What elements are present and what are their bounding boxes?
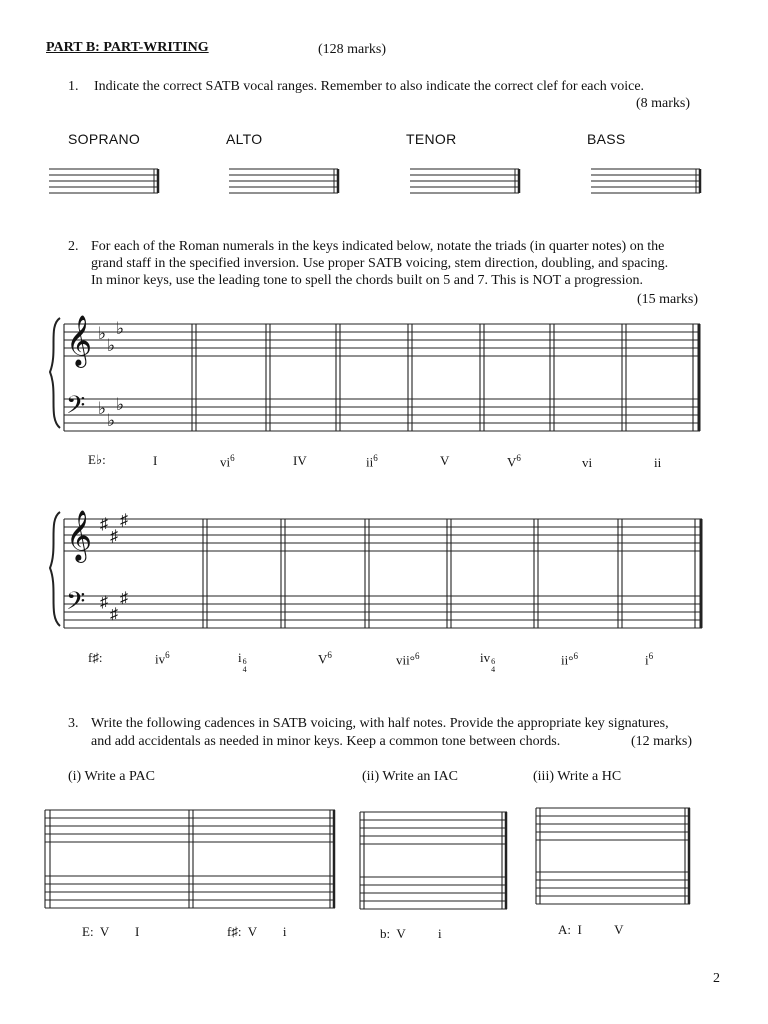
hc-chords: A: I V bbox=[558, 922, 624, 937]
sharp-icon: ♯ bbox=[110, 528, 118, 545]
chord-label: V bbox=[440, 453, 450, 468]
staff-iac bbox=[360, 812, 507, 909]
voice-label-alto: ALTO bbox=[226, 131, 263, 147]
chord-label: $ii^6$ bbox=[366, 453, 378, 470]
chord-label: $i^6$ bbox=[645, 651, 654, 668]
chord-label: i 6 4 bbox=[238, 650, 247, 674]
q2-line-2: grand staff in the specified inversion. Use proper SATB voicing, stem direction, doubling, and spacing. bbox=[91, 256, 669, 271]
q3-line-1: Write the following cadences in SATB voicing, with half notes. Provide the appropriate key signatures, bbox=[91, 716, 669, 731]
chord-label: ii bbox=[654, 455, 662, 470]
q2-line-3: In minor keys, use the leading tone to spell the chords built on 5 and 7. This is NOT a progression. bbox=[91, 273, 644, 288]
chord-label: IV bbox=[293, 453, 307, 468]
bass-clef-icon: 𝄢 bbox=[66, 588, 86, 621]
voice-label-tenor: TENOR bbox=[406, 131, 457, 147]
staff-hc bbox=[536, 808, 690, 904]
sharp-icon: ♯ bbox=[110, 606, 118, 623]
flat-icon: ♭ bbox=[116, 319, 125, 338]
sharp-icon: ♯ bbox=[120, 590, 128, 607]
chord-label: vi bbox=[582, 455, 593, 470]
pac-chords-fsharp: f♯: V i bbox=[227, 924, 287, 939]
flat-icon: ♭ bbox=[98, 324, 107, 343]
q2-marks: (15 marks) bbox=[636, 292, 698, 307]
part-title: PART B: PART-WRITING bbox=[46, 40, 209, 55]
q3-line-2: and add accidentals as needed in minor keys. Keep a common tone between chords. bbox=[91, 734, 561, 749]
pac-chords-e: E: V I bbox=[82, 924, 140, 939]
q1-number: 1. bbox=[68, 79, 79, 94]
q3-part-pac: (i) Write a PAC bbox=[68, 769, 155, 784]
voice-label-bass: BASS bbox=[587, 131, 626, 147]
chord-label: $V^6$ bbox=[507, 453, 521, 470]
flat-icon: ♭ bbox=[107, 411, 116, 430]
q1-text: Indicate the correct SATB vocal ranges. Remember to also indicate the correct clef for each voice. bbox=[94, 79, 645, 94]
key-label-fsharp: f♯: bbox=[88, 650, 103, 665]
q3-part-iac: (ii) Write an IAC bbox=[362, 769, 458, 784]
treble-clef-icon: 𝄞 bbox=[66, 316, 93, 365]
bass-clef-icon: 𝄢 bbox=[66, 392, 86, 425]
page-number: 2 bbox=[713, 971, 720, 986]
part-marks: (128 marks) bbox=[318, 42, 387, 57]
chord-label: $V^6$ bbox=[318, 650, 332, 667]
sharp-icon: ♯ bbox=[120, 512, 128, 529]
chord-label: vii°$^6$ bbox=[396, 651, 420, 668]
staff-pac bbox=[45, 810, 335, 908]
chord-label: $iv^6$ bbox=[155, 650, 170, 667]
q3-part-hc: (iii) Write a HC bbox=[533, 769, 622, 784]
iac-chords: b: V i bbox=[380, 926, 442, 941]
voice-label-soprano: SOPRANO bbox=[68, 131, 141, 147]
flat-icon: ♭ bbox=[107, 336, 116, 355]
q1-marks: (8 marks) bbox=[635, 96, 690, 111]
chord-label: iv 6 4 bbox=[480, 650, 496, 674]
treble-clef-icon: 𝄞 bbox=[66, 511, 93, 560]
q3-number: 3. bbox=[68, 716, 79, 731]
q2-number: 2. bbox=[68, 239, 79, 254]
chord-label: ii°$^6$ bbox=[561, 651, 578, 668]
sharp-icon: ♯ bbox=[100, 516, 108, 533]
chord-label: I bbox=[153, 453, 158, 468]
flat-icon: ♭ bbox=[98, 399, 107, 418]
sharp-icon: ♯ bbox=[100, 594, 108, 611]
q2-line-1: For each of the Roman numerals in the keys indicated below, notate the triads (in quarter notes) on the bbox=[91, 239, 665, 254]
q3-marks: (12 marks) bbox=[631, 734, 693, 749]
key-label-eb: E♭: bbox=[88, 452, 106, 467]
flat-icon: ♭ bbox=[116, 395, 125, 414]
chord-label: $vi^6$ bbox=[220, 453, 235, 470]
